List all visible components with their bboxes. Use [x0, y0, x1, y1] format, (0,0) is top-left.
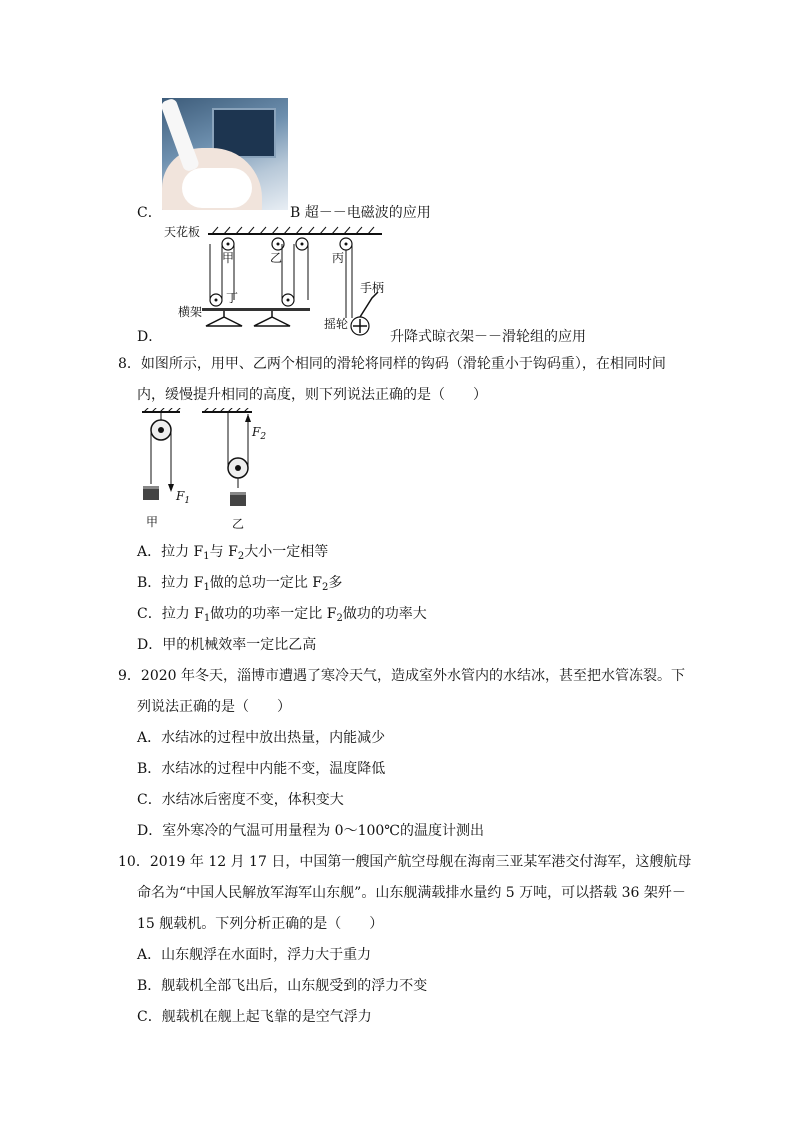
- towel: [182, 168, 252, 208]
- label-yi-8: 乙: [232, 517, 245, 531]
- force-f1-label: F: [176, 489, 185, 503]
- ultrasound-probe: [162, 98, 200, 173]
- q8-option-a: A．拉力 $F_1$与 $F_2$大小一定相等: [137, 544, 329, 562]
- q8-option-c: C．拉力 $F_1$做功的功率一定比 $F_2$做功的功率大: [137, 606, 427, 624]
- q10-option-a: A．山东舰浮在水面时，浮力大于重力: [137, 947, 372, 963]
- label-jia-8: 甲: [146, 515, 159, 529]
- force-f2-sub: 2: [260, 432, 267, 442]
- force-f1-sub: 1: [184, 496, 191, 506]
- label-crossbar: 横架: [178, 305, 203, 319]
- q10-stem-line3: 15 舰载机。下列分析正确的是（ ）: [137, 916, 384, 932]
- clothes-rack-diagram: [160, 222, 390, 346]
- q9-option-b: B．水结冰的过程中内能不变，温度降低: [137, 761, 386, 777]
- force-f2-label: F: [252, 425, 261, 439]
- q10-option-b: B．舰载机全部飞出后，山东舰受到的浮力不变: [137, 978, 428, 994]
- q9-stem-line1: 9．2020 年冬天，淄博市遭遇了寒冷天气，造成室外水管内的水结冰，甚至把水管冻裂。下: [118, 668, 685, 684]
- ultrasound-photo: [162, 98, 288, 210]
- q8-option-b: B．拉力 $F_1$做的总功一定比 $F_2$多: [137, 575, 343, 593]
- label-ding: 丁: [226, 291, 239, 305]
- q8-stem-line2: 内，缓慢提升相同的高度，则下列说法正确的是（ ）: [137, 387, 487, 403]
- label-yi: 乙: [270, 251, 283, 265]
- q10-stem-line1: 10．2019 年 12 月 17 日，中国第一艘国产航空母舰在海南三亚某军港交付海军，这艘航母: [118, 854, 692, 870]
- q10-stem-line2: 命名为“中国人民解放军海军山东舰”。山东舰满载排水量约 5 万吨，可以搭载 36 架歼－: [137, 885, 686, 901]
- option-d-letter: D．: [137, 329, 163, 345]
- q9-option-a: A．水结冰的过程中放出热量，内能减少: [137, 730, 386, 746]
- option-c-letter: C．: [137, 205, 162, 221]
- label-handle: 手柄: [360, 281, 385, 295]
- q8-stem-line1: 8．如图所示，用甲、乙两个相同的滑轮将同样的钩码（滑轮重小于钩码重），在相同时间: [118, 356, 666, 372]
- q8-option-d: D．甲的机械效率一定比乙高: [137, 637, 317, 653]
- svg-text:F2: [251, 425, 266, 442]
- q9-stem-line2: 列说法正确的是（ ）: [137, 699, 291, 715]
- q9-option-c: C．水结冰后密度不变，体积变大: [137, 792, 344, 808]
- option-d-text: 升降式晾衣架－－滑轮组的应用: [390, 329, 586, 345]
- option-c-text: B 超－－电磁波的应用: [290, 205, 431, 221]
- label-crank: 摇轮: [324, 317, 349, 331]
- svg-text:F1: [175, 489, 190, 506]
- label-bing: 丙: [332, 251, 345, 265]
- q8-pulley-diagram: [138, 408, 288, 532]
- label-jia: 甲: [222, 251, 235, 265]
- label-ceiling: 天花板: [164, 225, 201, 239]
- q9-option-d: D．室外寒冷的气温可用量程为 0～100℃的温度计测出: [137, 823, 484, 839]
- q10-option-c: C．舰载机在舰上起飞靠的是空气浮力: [137, 1009, 372, 1025]
